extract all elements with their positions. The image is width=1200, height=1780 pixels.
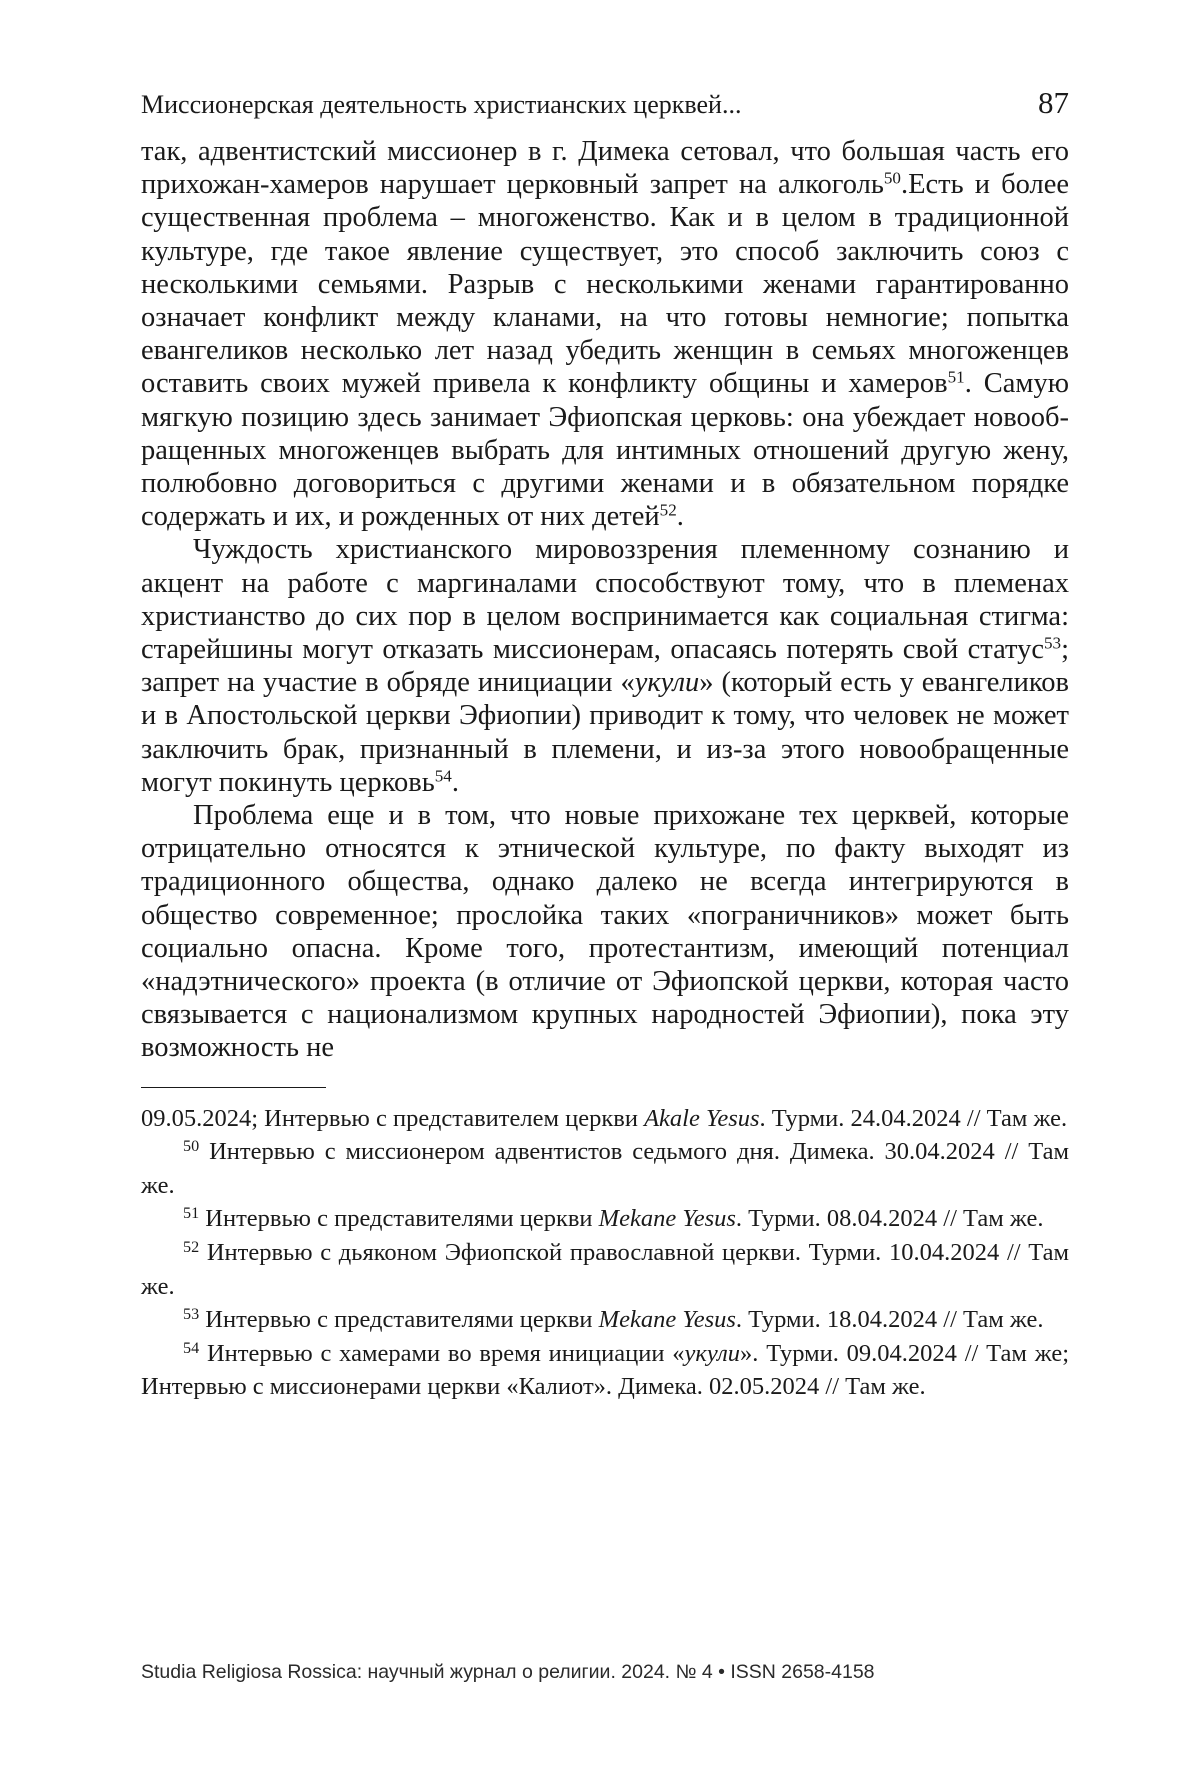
- footnote-ref-52[interactable]: 52: [659, 500, 677, 520]
- text-run: . Турми. 24.04.2024 // Там же.: [759, 1104, 1068, 1132]
- page-number: 87: [1038, 85, 1069, 120]
- text-run: Интервью с представителями церкви: [199, 1306, 599, 1334]
- italic-term: Mekane Yesus: [598, 1306, 736, 1334]
- running-head-title: Миссионерская деятельность христианских церквей...: [141, 90, 742, 119]
- footnote-separator: [141, 1087, 326, 1102]
- italic-term: Akale Yesus: [644, 1104, 760, 1132]
- footnotes: [141, 1102, 1069, 1404]
- footnote-52: [141, 1236, 1069, 1303]
- text-run: 09.05.2024; Интервью с представителем церкви: [141, 1104, 645, 1132]
- text-run: . Турми. 18.04.2024 // Там же.: [735, 1306, 1044, 1334]
- italic-term: укули: [634, 667, 700, 699]
- italic-term: укули: [684, 1339, 741, 1367]
- footnote-number: 53: [183, 1306, 200, 1324]
- footnote-number: 52: [183, 1238, 200, 1256]
- footnote-ref-54[interactable]: 54: [434, 766, 452, 786]
- text-run: .Есть и более существенная проблема – многоженство. Как и в целом в традиционной культуре, где такое явление существует, это способ заключить союз с несколькими семьями. Разрыв с несколькими женами гарантированно означает конфликт между кланами, на что готовы немногие; попытка евангеликов несколько лет назад убедить женщин в семьях многоженцев оставить своих мужей привела к конфликту общины и хамеров: [141, 169, 1069, 400]
- text-run: Интервью с миссионером адвентистов седьмого дня. Димека. 30.04.2024 // Там же.: [141, 1138, 1069, 1199]
- italic-term: Mekane Yesus: [598, 1205, 736, 1233]
- text-run: .: [451, 766, 459, 798]
- footnote-50: [141, 1135, 1069, 1202]
- text-run: так, адвентистский миссионер в г. Димека сетовал, что большая часть его прихожан-хамеров нарушает церковный запрет на алкоголь: [141, 136, 1069, 201]
- footnote-number: 54: [183, 1339, 200, 1357]
- text-run: . Турми. 08.04.2024 // Там же.: [735, 1205, 1044, 1233]
- text-run: . Самую мягкую позицию здесь занимает Эфиопская церковь: она убеждает новообращенных многоженцев выбрать для интимных отношений другую жену, полюбовно договориться с другими женами и в обязательном порядке содержать и их, и рожденных от них детей: [141, 368, 1069, 533]
- page: [141, 85, 1069, 1404]
- footnote-ref-53[interactable]: 53: [1043, 633, 1062, 653]
- footnote-continuation: [141, 1102, 1069, 1136]
- footnote-number: 51: [183, 1205, 200, 1223]
- text-run: ; запрет на участие в обряде инициации «: [141, 634, 1069, 699]
- paragraph: Проблема еще и в том, что новые прихожане тех церквей, которые отрицательно относятся к этнической культуре, по факту выходят из традиционного общества, однако далеко не всегда интегрируются в общество современное; прослойка таких «пограничников» может быть социально опасна. Кроме того, протестантизм, имеющий потенциал «надэтнического» проекта (в отличие от Эфиопской церкви, которая часто связывается с национализмом крупных народностей Эфиопии), пока эту возможность не: [141, 800, 1069, 1064]
- text-run: ». Турми. 09.04.2024 // Там же; Интервью с миссионерами церкви «Калиот». Димека. 02.05.2024 // Там же.: [141, 1339, 1070, 1401]
- paragraph: [141, 135, 1069, 533]
- text-run: Чуждость христианского мировоззрения племенному сознанию и акцент на работе с маргиналами способствуют тому, что в племенах христианство до сих пор в целом воспринимается как социальная стигма: старейшины могут отказать миссионерам, опасаясь потерять свой статус: [141, 534, 1069, 666]
- footnote-ref-50[interactable]: 50: [883, 168, 901, 188]
- footnote-number: 50: [183, 1138, 200, 1156]
- text-run: Интервью с дьяконом Эфиопской православной церкви. Турми. 10.04.2024 // Там же.: [141, 1239, 1069, 1300]
- text-run: Интервью с представителями церкви: [199, 1205, 599, 1233]
- text-run: .: [676, 501, 684, 533]
- footnote-54: [141, 1337, 1069, 1404]
- running-head: [141, 85, 1069, 135]
- paragraph: [141, 533, 1069, 799]
- footnote-53: [141, 1303, 1069, 1337]
- body-text: [141, 135, 1069, 1065]
- text-run: » (который есть у евангеликов и в Апостольской церкви Эфиопии) приводит к тому, что человек не может заключить брак, признанный в племени, и из-за этого новообращенные могут покинуть церковь: [141, 667, 1069, 798]
- text-run: Интервью с хамерами во время инициации «: [199, 1339, 685, 1367]
- footnote-ref-51[interactable]: 51: [947, 368, 965, 388]
- footnote-51: [141, 1202, 1069, 1236]
- journal-footer: Studia Religiosa Rossica: научный журнал о религии. 2024. № 4 • ISSN 2658-4158: [141, 1661, 875, 1683]
